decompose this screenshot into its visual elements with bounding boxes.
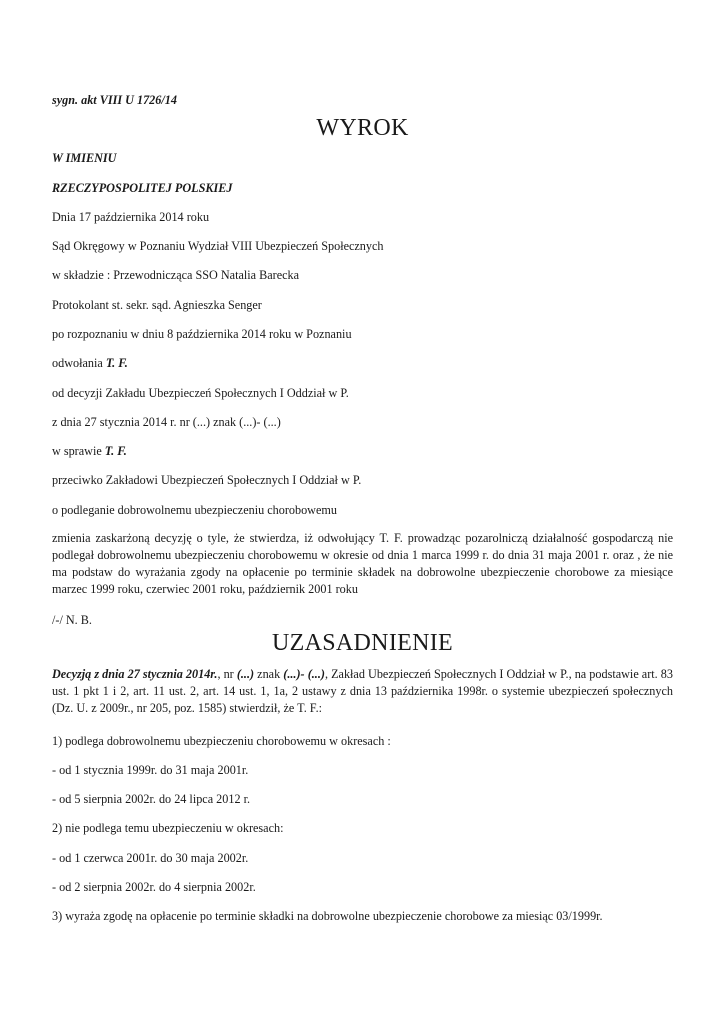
subject-line: o podleganie dobrowolnemu ubezpieczeniu chorobowemu <box>52 503 337 517</box>
intro-rest: , Zakład Ubezpieczeń Społecznych I Oddział w P., na podstawie art. 83 ust. 1 pkt 1 i 2, art. 11 ust. 2, art. 14 ust. 1, 1a, 2 ustawy z dnia 13 października 1998r. o systemie ubezpieczeń społecznych (Dz. U. z 2009r., nr 205, poz. 1585) stwierdził, że T. F.: <box>52 667 673 716</box>
hearing-info: po rozpoznaniu w dniu 8 października 2014 roku w Poznaniu <box>52 327 352 341</box>
list-item-2: 2) nie podlega temu ubezpieczeniu w okresach: <box>52 821 284 835</box>
appellant-name: T. F. <box>105 356 128 370</box>
ruling-paragraph: zmienia zaskarżoną decyzję o tyle, że stwierdza, iż odwołujący T. F. prowadząc pozarolniczą działalność gospodarczą nie podlegał dobrowolnemu ubezpieczeniu chorobowemu w okresie od dnia 1 marca 1999 r. do dnia 31 maja 2001 r. oraz , że nie ma podstaw do wyrażania zgody na opłacenie po terminie składek na dobrowolne ubezpieczenie chorobowe za miesiące marzec 1999 roku, czerwiec 2001 roku, październik 2001 roku <box>52 531 673 597</box>
judgment-title: WYROK <box>316 115 409 141</box>
appeal-line <box>52 355 128 372</box>
judge-signature: /-/ N. B. <box>52 613 92 627</box>
matter-party: T. F. <box>104 444 127 458</box>
against-line: przeciwko Zakładowi Ubezpieczeń Społecznych I Oddział w P. <box>52 473 362 487</box>
intro-znak-value: (...)- (...) <box>283 667 325 681</box>
intro-nr-label: , nr <box>217 667 237 681</box>
justification-title: UZASADNIENIE <box>272 630 453 656</box>
list-item-1: 1) podlega dobrowolnemu ubezpieczeniu chorobowemu w okresach : <box>52 734 391 748</box>
appeal-prefix: odwołania <box>52 356 106 370</box>
judgment-date: Dnia 17 października 2014 roku <box>52 210 210 224</box>
court-clerk: Protokolant st. sekr. sąd. Agnieszka Senger <box>52 298 262 312</box>
court-composition: w składzie : Przewodnicząca SSO Natalia Barecka <box>52 268 300 282</box>
list-item-1a: - od 1 stycznia 1999r. do 31 maja 2001r. <box>52 763 249 777</box>
justification-intro <box>52 666 673 717</box>
decision-from: od decyzji Zakładu Ubezpieczeń Społecznych I Oddział w P. <box>52 386 349 400</box>
intro-nr-value: (...) <box>236 667 255 681</box>
in-the-name-heading: W IMIENIU <box>52 151 117 165</box>
list-item-3: 3) wyraża zgodę na opłacenie po terminie składki na dobrowolne ubezpieczenie chorobowe za miesiąc 03/1999r. <box>52 909 603 923</box>
case-signature: sygn. akt VIII U 1726/14 <box>52 93 177 107</box>
intro-decision-date: Decyzją z dnia 27 stycznia 2014r. <box>52 667 218 681</box>
list-item-2a: - od 1 czerwca 2001r. do 30 maja 2002r. <box>52 851 249 865</box>
list-item-1b: - od 5 sierpnia 2002r. do 24 lipca 2012 r. <box>52 792 251 806</box>
court-name: Sąd Okręgowy w Poznaniu Wydział VIII Ubezpieczeń Społecznych <box>52 239 384 253</box>
republic-heading: RZECZYPOSPOLITEJ POLSKIEJ <box>52 181 233 195</box>
matter-line <box>52 443 127 460</box>
intro-znak-label: znak <box>254 667 284 681</box>
decision-date: z dnia 27 stycznia 2014 r. nr (...) znak (...)- (...) <box>52 415 281 429</box>
list-item-2b: - od 2 sierpnia 2002r. do 4 sierpnia 2002r. <box>52 880 256 894</box>
matter-prefix: w sprawie <box>52 444 105 458</box>
